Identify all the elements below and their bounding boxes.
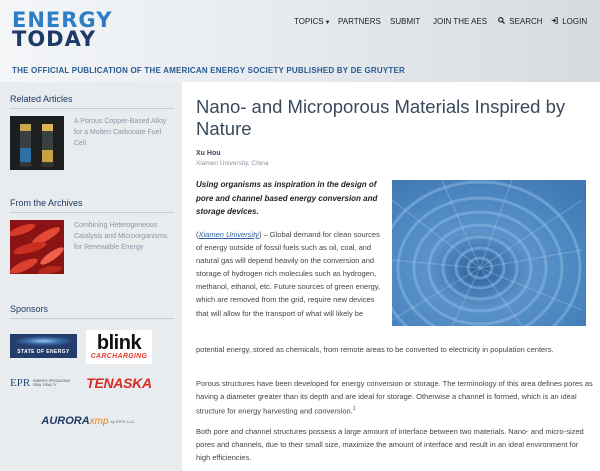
divider [10,108,174,109]
site-header [0,0,600,82]
article-paragraph-3: Both pore and channel structures possess a large amount of interface between two materials. Nano- and micro-sized pores and channels, due to their small size, maximize the amount of interface and result in an ideal environment for high efficiencies. [196,427,584,463]
paren-open: ( [196,230,199,239]
nav-topics[interactable] [294,17,331,26]
related-article-link[interactable]: A Porous Copper-Based Alloy for a Molten Carbonate Fuel Cell [74,118,167,147]
nav-join-aes[interactable]: JOIN THE AES [433,17,488,26]
search-icon [498,17,507,26]
sponsor-blink-logo[interactable] [86,330,152,364]
nav-search-label: SEARCH [509,17,543,26]
article-paragraph-1 [196,228,386,320]
nav-login-label: LOGIN [562,17,588,26]
article-main [182,82,600,471]
logo-word-energy: ENERGY [12,8,113,32]
caret-down-icon: ▼ [324,20,331,26]
sponsor-state-of-energy-logo[interactable] [10,334,77,358]
sponsors-heading: Sponsors [10,304,49,314]
sponsor-aurora-xmp: xmp [89,415,109,427]
related-article-thumbnail[interactable] [10,116,64,170]
archives-heading: From the Archives [10,198,83,208]
article-paragraph-2 [196,377,594,418]
article-affiliation: Xiamen University, China [196,160,269,167]
sponsor-blink-word: blink [96,331,142,354]
sunrise-glow [14,336,73,346]
nav-search[interactable] [498,17,543,26]
article-hero-image [392,180,586,326]
sponsor-aurora-logo[interactable] [38,412,138,430]
archive-article-link[interactable]: Combining Heterogeneous Catalysis and Microorganisms for Renewable Energy [74,222,168,251]
article-lead: Using organisms as inspiration in the design of pore and channel based energy conversion and storage devices. [196,180,378,216]
sponsor-epr-text: ENERGY PRODUCING REAL REALTY [33,378,71,387]
paragraph-1-text: ) – Global demand for clean sources of energy outside of fossil fuels such as oil, coal, and natural gas will depend heavily on the conversion and storage of hydrogen rich molecules such as hydrogen, methanol, ethanol, etc. Future sources of green energy, which are removed from the grid, require new devices that will allow for the transport of what will likely be [196,230,381,318]
related-articles-heading: Related Articles [10,94,73,104]
logo-word-today: TODAY [12,27,97,51]
divider [10,212,174,213]
sponsor-epr-logo[interactable] [10,373,80,393]
nav-submit[interactable]: SUBMIT [390,17,421,26]
sponsor-soe-text: STATE OF ENERGY [17,349,70,355]
sponsor-tenaska-logo[interactable] [86,373,152,393]
divider [10,318,174,319]
article-title: Nano- and Microporous Materials Inspired by Nature [196,96,566,139]
footnote-ref[interactable]: 1 [352,406,356,413]
site-tagline: THE OFFICIAL PUBLICATION OF THE AMERICAN ENERGY SOCIETY PUBLISHED BY DE GRUYTER [12,66,406,75]
paragraph-2-text: Porous structures have been developed for energy conversion or storage. The terminology of this area defines pores as having a diameter greater than its depth and are ideal for storage. Otherwise a channel is formed, which is an ideal structure for energy harvesting and conversion. [196,379,593,416]
sponsor-aurora-word: AURORA [41,415,90,427]
institution-link[interactable]: Xiamen University [198,230,259,239]
nav-topics-label: TOPICS [294,17,324,26]
sponsor-epr-mark: EPR [10,377,31,389]
archive-article-thumbnail[interactable] [10,220,64,274]
sponsor-blink-sub: CARCHARGING [90,352,148,360]
sponsor-aurora-sub: by EPIS, LLC [110,418,135,424]
sponsor-tenaska-word: TENASKA [86,375,152,391]
site-logo[interactable] [12,8,124,51]
article-author: Xu Hou [196,150,221,157]
nav-login[interactable] [551,17,587,26]
article-paragraph-1-continued: potential energy, stored as chemicals, from remote areas to be converted to electricity in population centers. [196,345,554,354]
nav-partners[interactable]: PARTNERS [338,17,381,26]
login-icon [551,17,560,26]
